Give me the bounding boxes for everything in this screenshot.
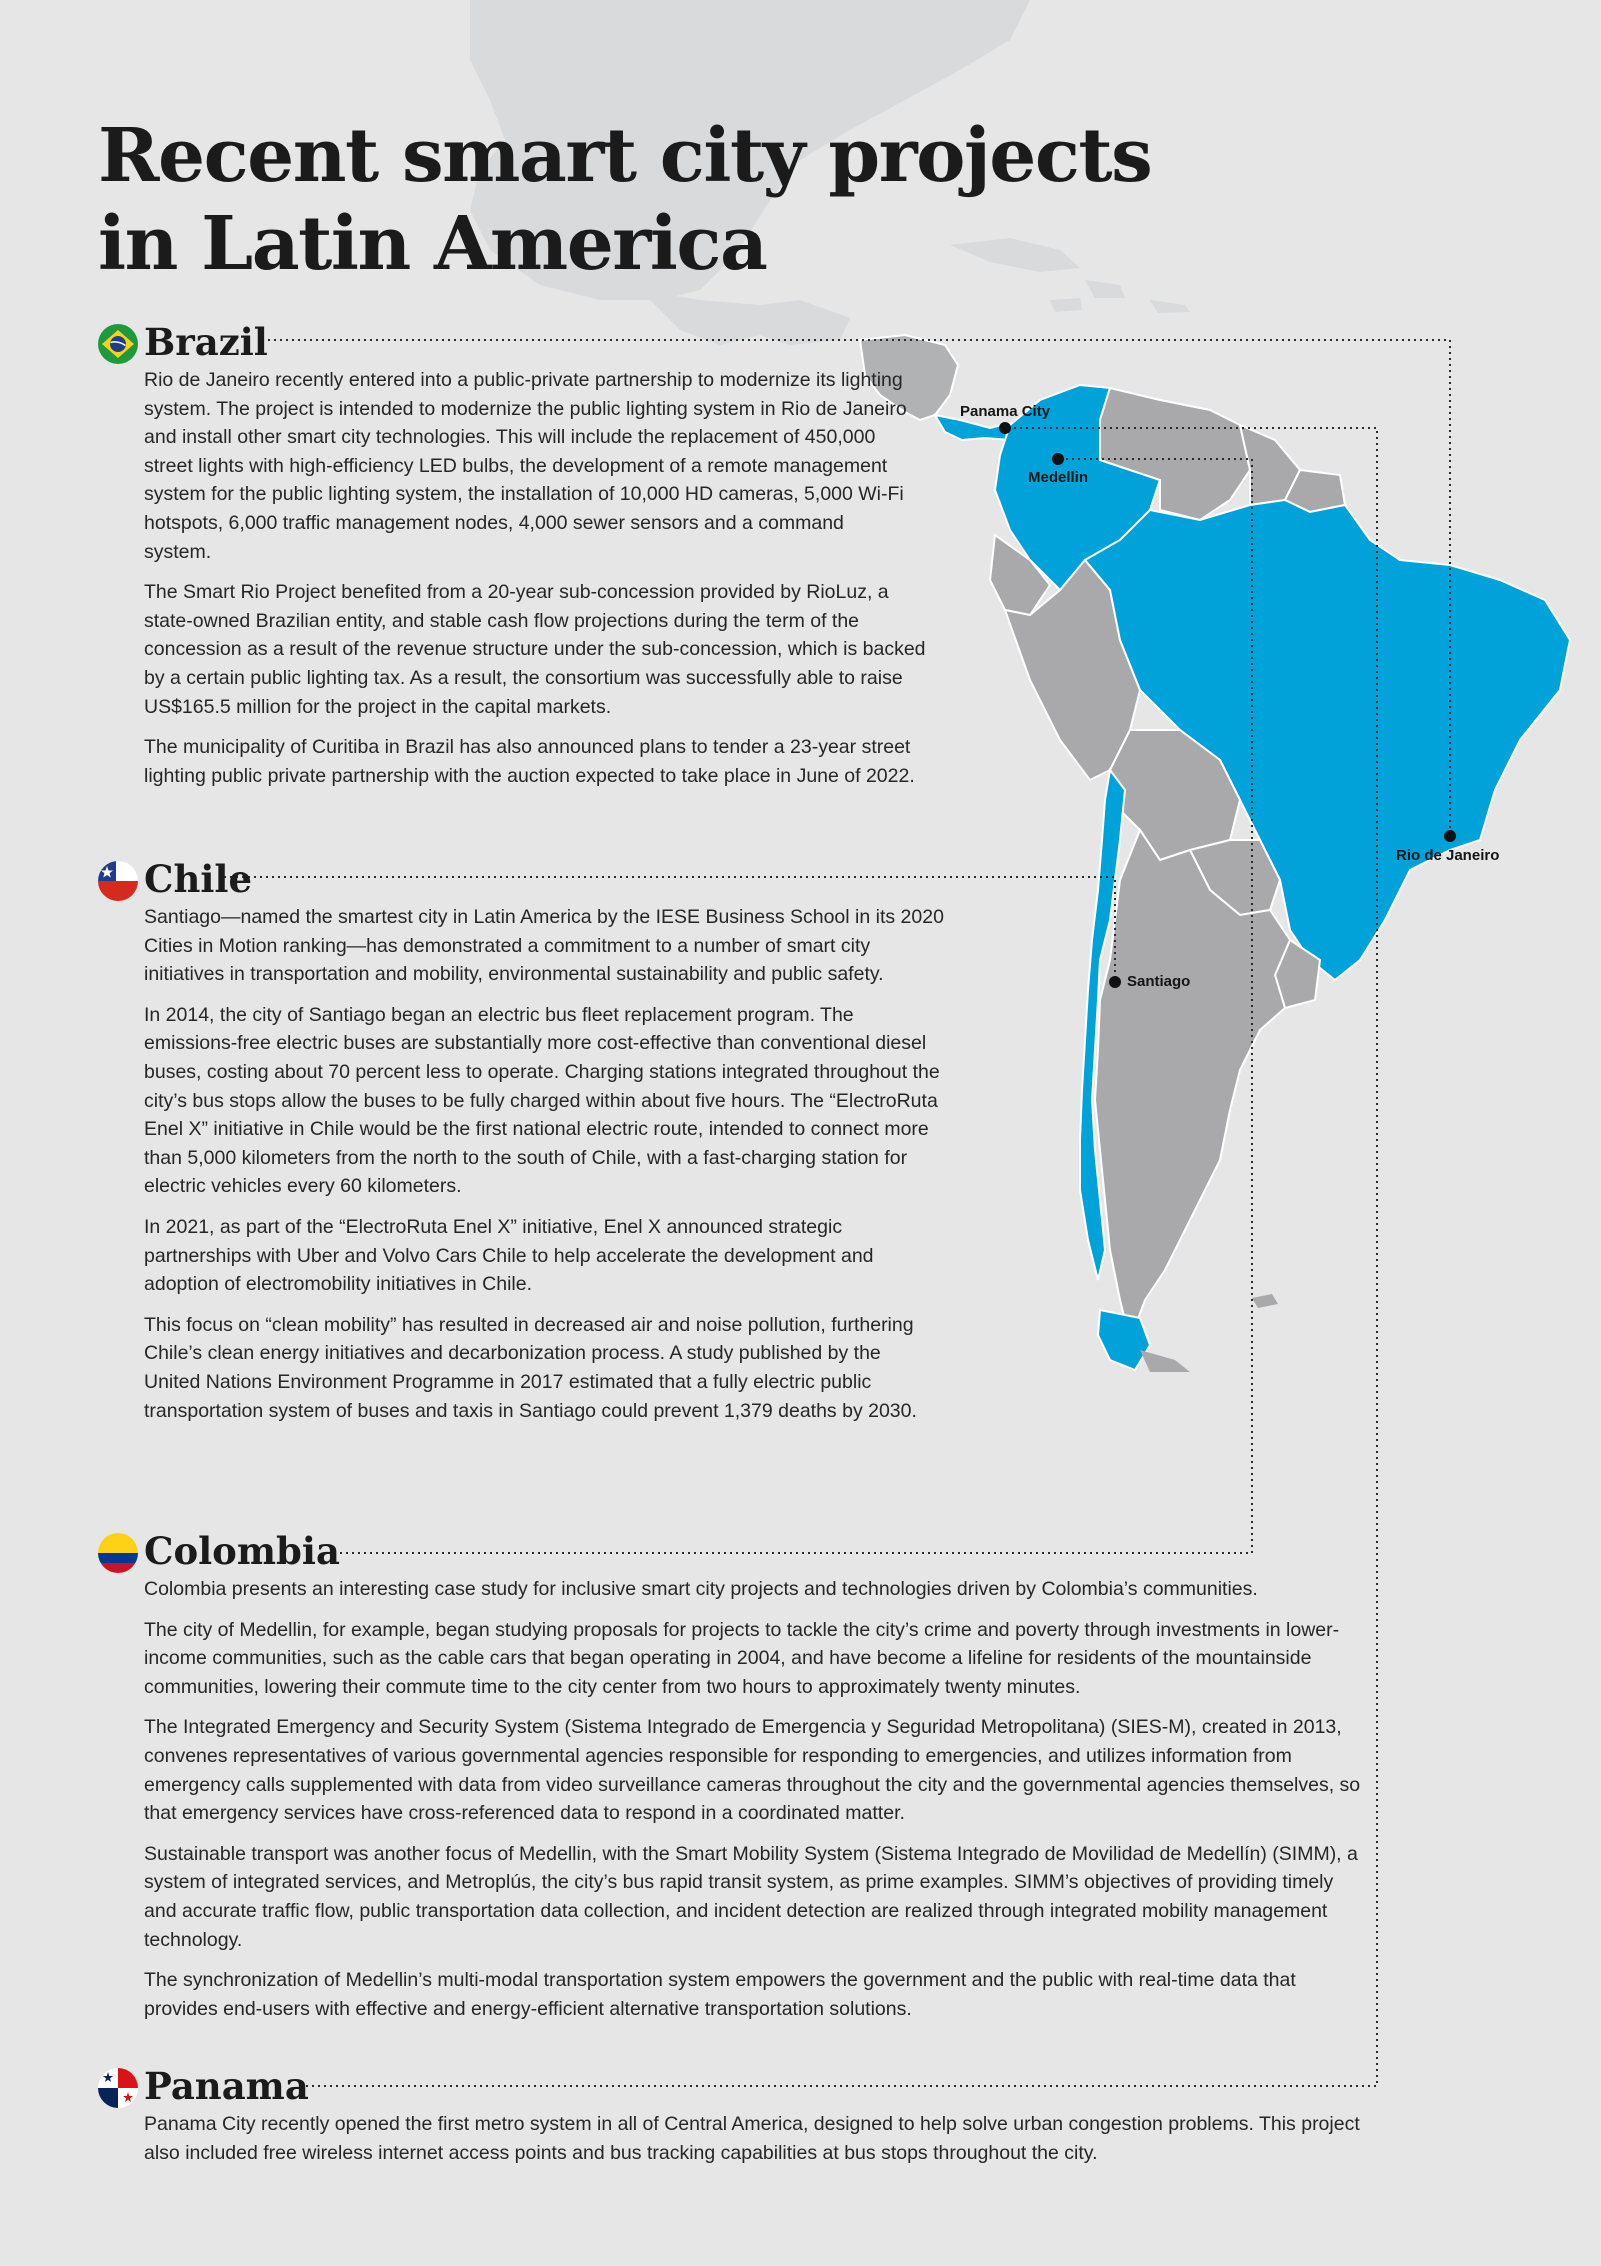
paragraph: Rio de Janeiro recently entered into a public-private partnership to modernize its lighting system. The project is intended to modernize the public lighting system in Rio de Janeiro and install other smart city technologies. This will include the replacement of 450,000 street lights with high-efficiency LED bulbs, the development of a remote management system for the public lighting system, the installation of 10,000 HD cameras, 5,000 Wi-Fi hotspots, 6,000 traffic management nodes, 4,000 sewer sensors and a command system.: [144, 369, 907, 563]
paragraph: Colombia presents an interesting case study for inclusive smart city projects and technologies driven by Colombia’s communities.: [144, 1578, 1258, 1600]
section-body: [144, 903, 944, 1425]
paragraph: In 2014, the city of Santiago began an electric bus fleet replacement program. The emissions-free electric buses are substantially more cost-effective than conventional diesel buses, costing about 70 percent less to operate. Charging stations integrated throughout the city’s bus stops allow the buses to be fully charged within about five hours. The “ElectroRuta Enel X” initiative in Chile would be the first national electric route, intended to connect more than 5,000 kilometers from the north to the south of Chile, with a fast-charging station for electric vehicles every 60 kilometers.: [144, 1003, 940, 1198]
paragraph: The Integrated Emergency and Security System (Sistema Integrado de Emergencia y Seguridad Metropolitana) (SIES-M), created in 2013, convenes representatives of various governmental agencies responsible for responding to emergencies, and utilizes information from emergency calls supplemented with data from video surveillance cameras throughout the city and the governmental agencies themselves, so that emergency services have cross-referenced data to respond in a coordinated matter.: [144, 1716, 1361, 1825]
label-rio-de-janeiro: Rio de Janeiro: [1396, 847, 1500, 864]
label-panama-city: Panama City: [960, 403, 1051, 420]
paragraph: Sustainable transport was another focus of Medellin, with the Smart Mobility System (Sistema Integrado de Movilidad de Medellín) (SIMM), a system of integrated services, and Metroplús, the city’s bus rapid transit system, as prime examples. SIMM’s objectives of providing timely and accurate traffic flow, public transportation data collection, and incident detection are realized through integrated mobility management technology.: [144, 1842, 1358, 1951]
section-header: [98, 2062, 1378, 2106]
section-title: Chile: [144, 857, 253, 901]
section-body: [144, 366, 934, 790]
paragraph: This focus on “clean mobility” has resulted in decreased air and noise pollution, furthering Chile’s clean energy initiatives and decarbonization process. A study published by the United Nations Environment Programme in 2017 estimated that a fully electric public transportation system of buses and taxis in Santiago could prevent 1,379 deaths by 2030.: [144, 1313, 917, 1422]
section-title: Colombia: [144, 1529, 340, 1573]
paragraph: Panama City recently opened the first metro system in all of Central America, designed to help solve urban congestion problems. This project also included free wireless internet access points and bus tracking capabilities at bus stops throughout the city.: [144, 2113, 1360, 2164]
paragraph: In 2021, as part of the “ElectroRuta Enel X” initiative, Enel X announced strategic partnerships with Uber and Volvo Cars Chile to help accelerate the development and adoption of electromobility initiatives in Chile.: [144, 1215, 874, 1296]
title-line-1: Recent smart city projects: [98, 113, 1152, 199]
paragraph: The synchronization of Medellin’s multi-modal transportation system empowers the government and the public with real-time data that provides end-users with effective and energy-efficient alternative transportation solutions.: [144, 1969, 1296, 2020]
section-chile: [98, 855, 944, 1437]
paragraph: The Smart Rio Project benefited from a 20-year sub-concession provided by RioLuz, a state-owned Brazilian entity, and stable cash flow projections during the term of the concession as a result of the revenue structure under the sub-concession, which is backed by a certain public lighting tax. As a result, the consortium was successfully able to raise US$165.5 million for the project in the capital markets.: [144, 581, 926, 718]
section-title: Panama: [144, 2064, 309, 2108]
page-title: [98, 112, 1151, 288]
brazil-flag-icon: [98, 324, 138, 364]
section-panama: [98, 2062, 1378, 2179]
section-title: Brazil: [144, 320, 268, 364]
panama-flag-icon: [98, 2068, 138, 2108]
section-body: [144, 1575, 1364, 2023]
section-body: [144, 2110, 1364, 2167]
title-line-2: in Latin America: [98, 201, 767, 287]
paragraph: The city of Medellin, for example, began studying proposals for projects to tackle the city’s crime and poverty through investments in lower-income communities, such as the cable cars that began operating in 2004, and have become a lifeline for residents of the mountainside communities, lowering their commute time to the city center from two hours to approximately twenty minutes.: [144, 1618, 1340, 1698]
colombia-flag-icon: [98, 1533, 138, 1573]
label-medellin: Medellin: [1028, 469, 1089, 486]
section-brazil: [98, 318, 928, 802]
section-header: [98, 1527, 1378, 1571]
paragraph: The municipality of Curitiba in Brazil has also announced plans to tender a 23-year street lighting public private partnership with the auction expected to take place in June of 2022.: [144, 736, 915, 787]
section-colombia: [98, 1527, 1378, 2035]
section-header: [98, 318, 928, 362]
paragraph: Santiago—named the smartest city in Latin America by the IESE Business School in its 2020 Cities in Motion ranking—has demonstrated a commitment to a number of smart city initiatives in transportation and mobility, environmental sustainability and public safety.: [144, 906, 944, 986]
section-header: [98, 855, 938, 899]
chile-flag-icon: [98, 861, 138, 901]
label-santiago: Santiago: [1127, 973, 1191, 990]
